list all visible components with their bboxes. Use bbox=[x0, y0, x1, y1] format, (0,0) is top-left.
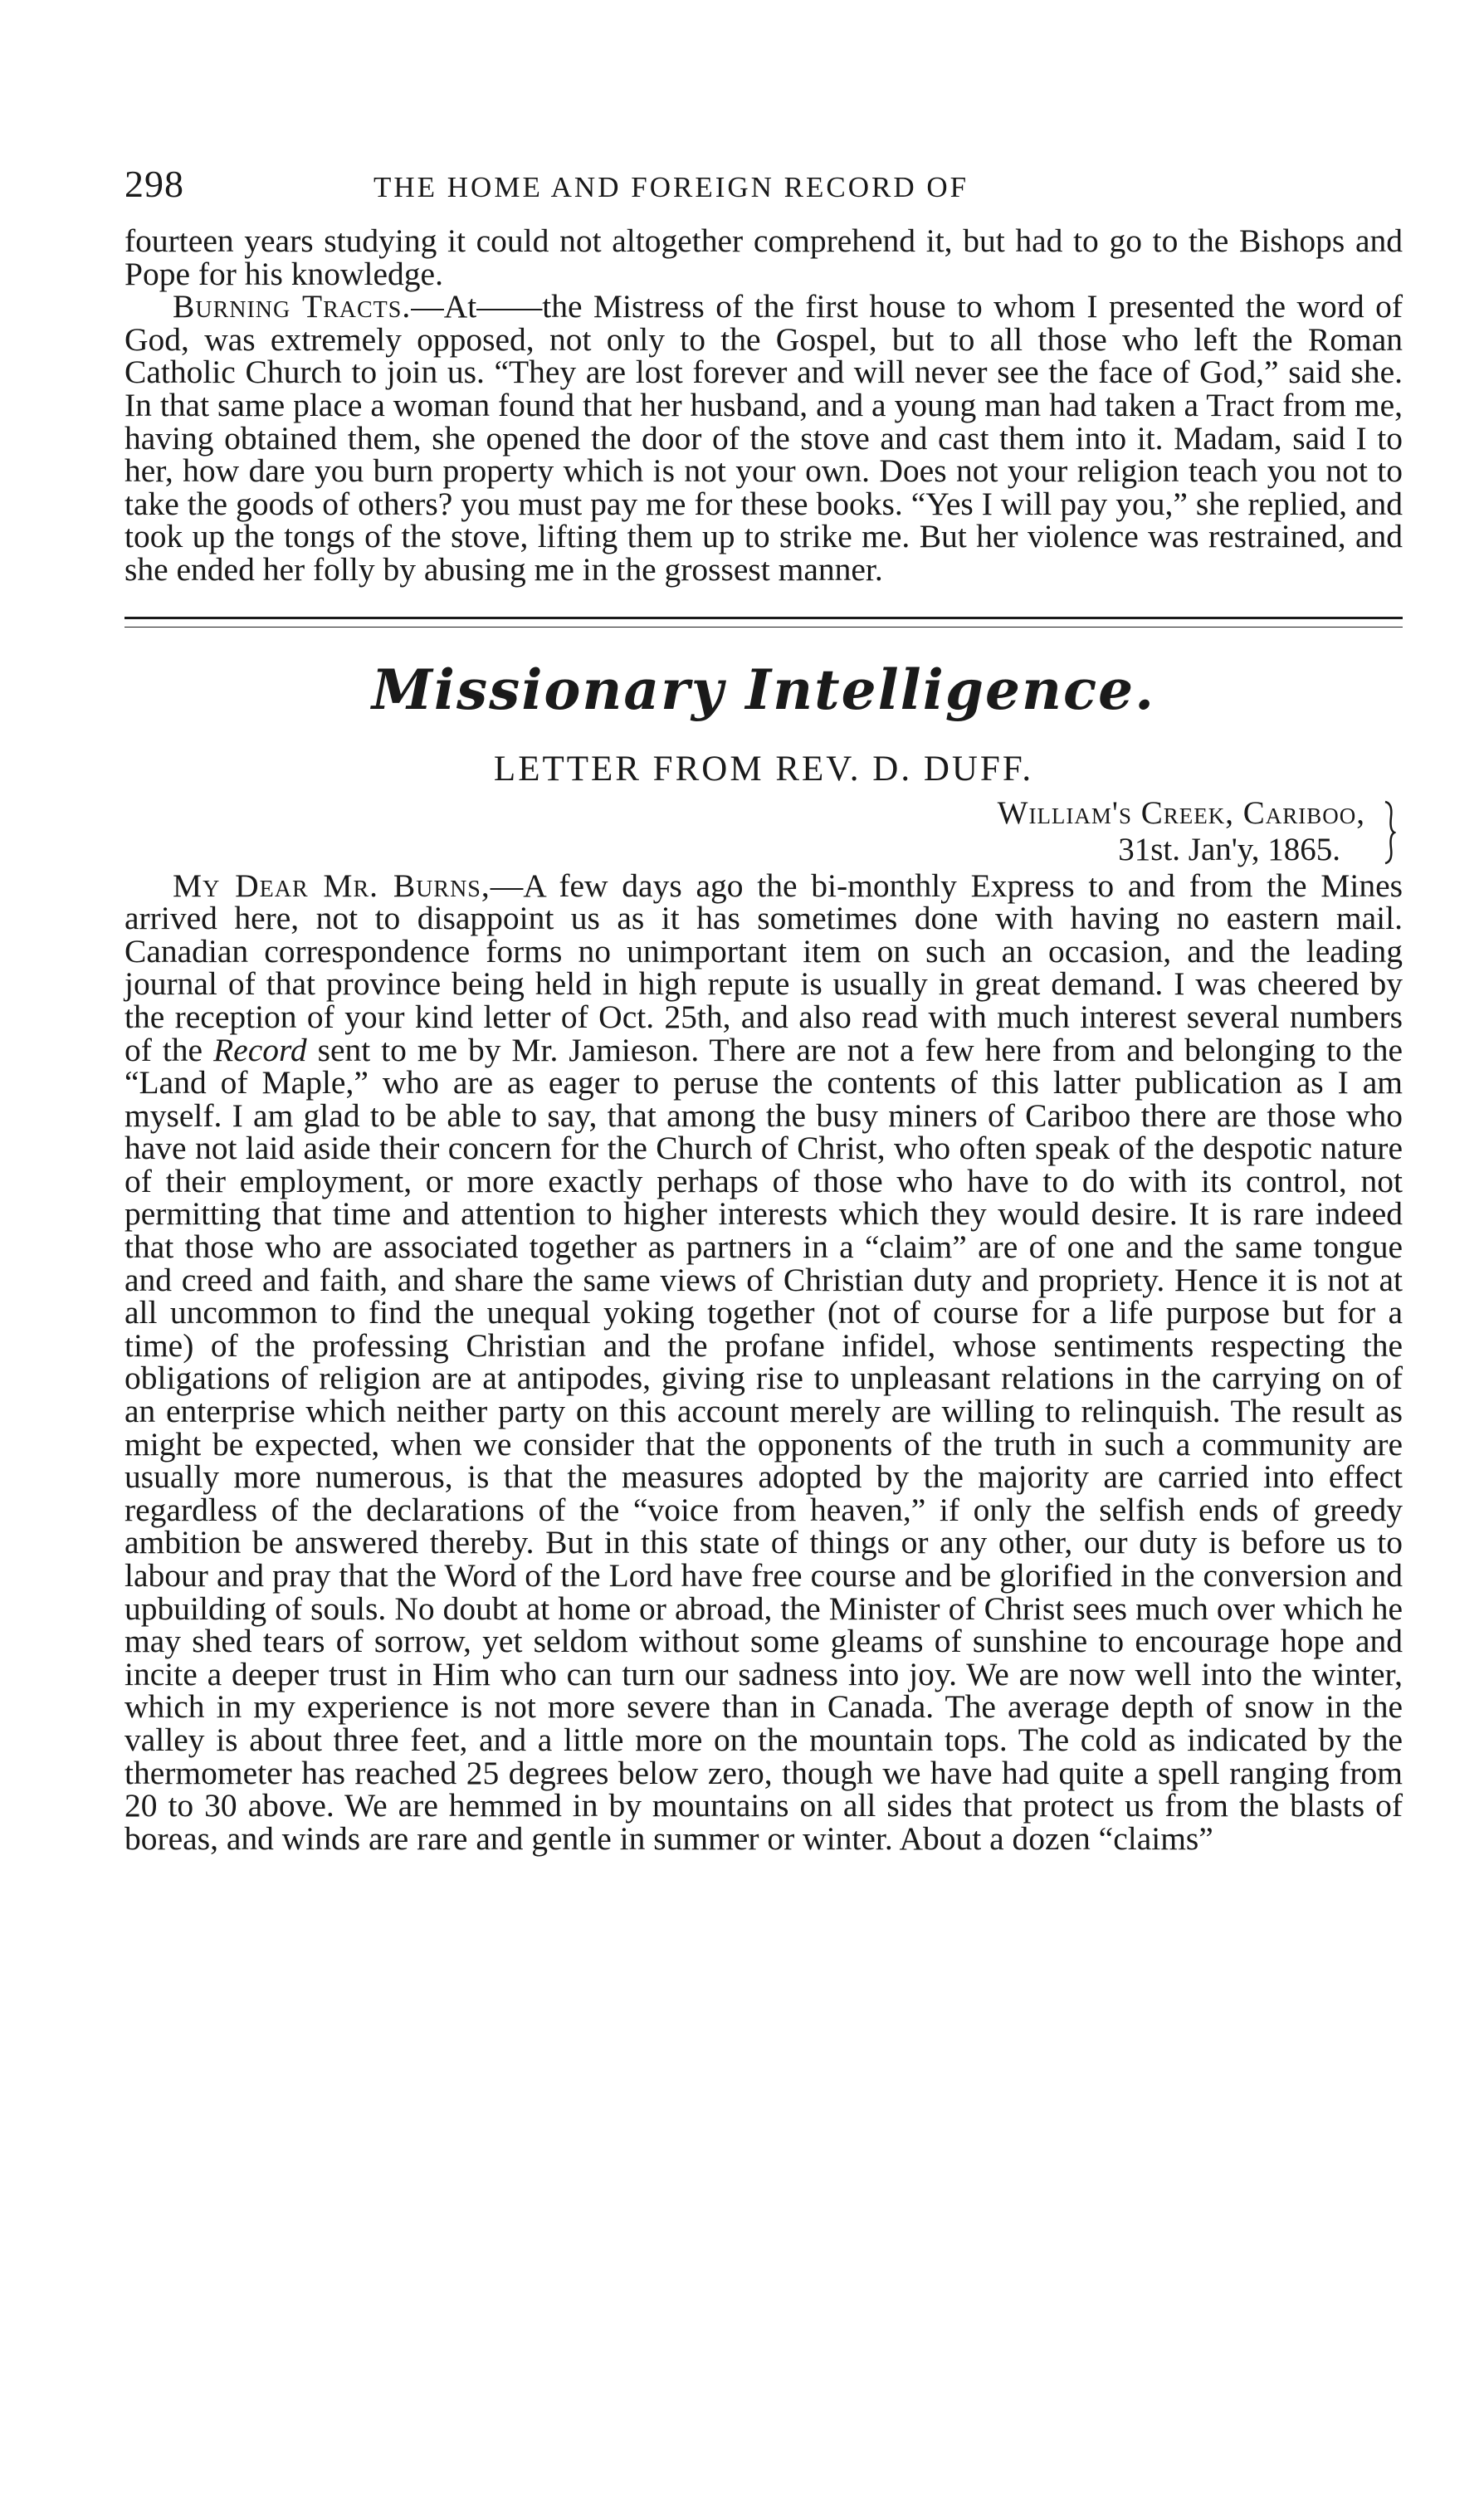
record-title: Record bbox=[213, 1031, 307, 1068]
letter-title: LETTER FROM REV. D. DUFF. bbox=[493, 749, 1034, 789]
continuation-paragraph: fourteen years studying it could not altogether comprehend it, but had to go to the Bishops and Pope for his knowledge. bbox=[124, 222, 1403, 292]
burning-tracts-label: Burning Tracts. bbox=[173, 288, 412, 325]
letter-body-part-1: —A few days ago the bi-monthly Express to and from the Mines arrived here, not to disappoint us as it has sometimes done with having no eastern mail. Canadian correspondence forms no unimportant item on such an occasion, and the leading journal of that province being held in high repute is usually in great demand. I was cheered by the reception of your kind letter of Oct. 25th, and also read with much interest several numbers of the bbox=[124, 867, 1403, 1068]
prior-article bbox=[124, 222, 1403, 588]
running-head bbox=[124, 162, 1403, 212]
section-heading: Missionary Intelligence. bbox=[371, 657, 1156, 722]
page-number: 298 bbox=[124, 163, 184, 205]
letter-body-part-2: sent to me by Mr. Jamieson. There are not a few here from and belonging to the “Land of Maple,” who are as eager to peruse the contents of this latter publication as I am myself. I am glad to be able to say, that among the busy miners of Cariboo there are those who have not laid aside their concern for the Church of Christ, who often speak of the despotic nature of their employment, or more exactly perhaps of those who have to do with its control, not permitting that time and attention to higher interests which they would desire. It is rare indeed that those who are associated together as partners in a “claim” are of one and the same tongue and creed and faith, and share the same views of Christian duty and propriety. Hence it is not at all uncommon to find the unequal yoking together (not of course for a life purpose but for a time) of the professing Christian and the profane infidel, whose sentiments respecting the obligations of religion are at antipodes, giving rise to unpleasant relations in the carrying on of an enterprise which neither party on this account merely are willing to relinquish. The result as might be expected, when we consider that the opponents of the truth in such a community are usually more numerous, is that the measures adopted by the majority are carried into effect regardless of the declarations of the “voice from heaven,” if only the selfish ends of greedy ambition be answered thereby. But in this state of things or any other, our duty is before us to labour and pray that the Word of the Lord have free course and be glorified in the conversion and upbuilding of souls. No doubt at home or abroad, the Minister of Christ sees much over which he may shed tears of sorrow, yet seldom without some gleams of sunshine to encourage hope and incite a deeper trust in Him who can turn our sadness into joy. We are now well into the winter, which in my experience is not more severe than in Canada. The average depth of snow in the valley is about three feet, and a little more on the mountain tops. The cold as indicated by the thermometer has reached 25 degrees below zero, though we have had quite a spell ranging from 20 to 30 above. We are hemmed in by mountains on all sides that protect us from the blasts of boreas, and winds are rare and gentle in summer or winter. About a dozen “claims” bbox=[124, 1031, 1403, 1857]
burning-tracts-text: —At——the Mistress of the first house to whom I presented the word of God, was extremely opposed, not only to the Gospel, but to all those who left the Roman Catholic Church to join us. “They are lost forever and will never see the face of God,” said she. In that same place a woman found that her husband, and a young man had taken a Tract from me, having obtained them, she opened the door of the stove and cast them into it. Madam, said I to her, how dare you burn property which is not your own. Does not your religion teach you not to take the goods of others? you must pay me for these books. “Yes I will pay you,” she replied, and took up the tongs of the stove, lifting them up to strike me. But her violence was restrained, and she ended her folly by abusing me in the grossest manner. bbox=[124, 288, 1403, 588]
journal-title: THE HOME AND FOREIGN RECORD OF bbox=[373, 171, 969, 203]
letter-body bbox=[124, 867, 1403, 1857]
burning-tracts-paragraph bbox=[124, 288, 1403, 588]
section-divider bbox=[124, 617, 1403, 628]
letter-salutation: My Dear Mr. Burns, bbox=[173, 867, 491, 904]
document-page bbox=[124, 162, 1403, 1855]
letter-place: William's Creek, Cariboo, bbox=[997, 794, 1365, 831]
brace-icon bbox=[1383, 800, 1396, 865]
letter-dateline bbox=[124, 795, 1403, 870]
letter-date: 31st. Jan'y, 1865. bbox=[1118, 831, 1340, 867]
